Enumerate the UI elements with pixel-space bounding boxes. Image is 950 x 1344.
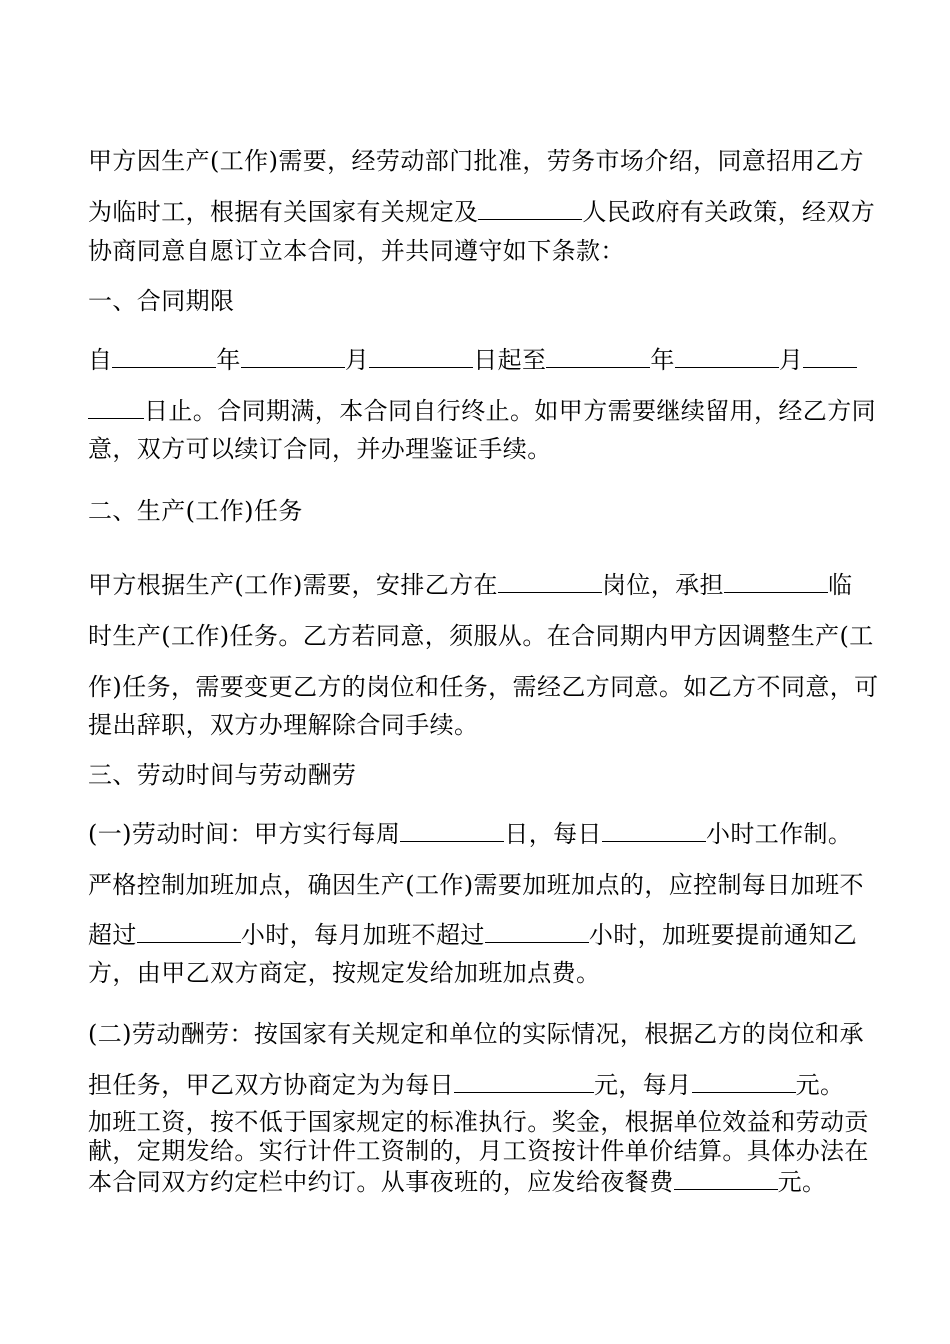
heading-text: 三、劳动时间与劳动酬劳 (88, 761, 357, 789)
pay-line-2 (88, 1070, 844, 1100)
heading-text: 一、合同期限 (88, 287, 235, 315)
blank-end-day-part1[interactable] (803, 345, 857, 368)
blank-daily-wage[interactable] (454, 1070, 594, 1093)
text: 甲方因生产(工作)需要，经劳动部门批准，劳务市场介绍，同意招用乙方 (88, 147, 864, 175)
intro-line-1 (88, 146, 864, 176)
text: 日起至 (473, 346, 547, 374)
text: 小时，加班要提前通知乙 (588, 921, 858, 949)
blank-start-year[interactable] (112, 345, 216, 368)
text: (一)劳动时间：甲方实行每周 (88, 820, 401, 848)
blank-monthly-wage[interactable] (692, 1070, 796, 1093)
hours-line-4 (88, 958, 600, 988)
blank-daily-overtime[interactable] (137, 920, 241, 943)
pay-line-5 (88, 1167, 826, 1197)
task-line-2 (88, 621, 874, 651)
blank-monthly-overtime[interactable] (485, 920, 589, 943)
text: 自 (88, 346, 113, 374)
blank-task[interactable] (724, 570, 828, 593)
blank-end-year[interactable] (546, 345, 650, 368)
text: 岗位，承担 (601, 571, 724, 599)
blank-start-month[interactable] (241, 345, 345, 368)
text: 加班工资，按不低于国家规定的标准执行。奖金，根据单位效益和劳动贡 (88, 1108, 869, 1136)
term-line-2 (88, 396, 876, 426)
text: 担任务，甲乙双方协商定为为每日 (88, 1071, 454, 1099)
heading-text: 二、生产(工作)任务 (88, 497, 303, 525)
task-line-1 (88, 570, 852, 600)
text: 年 (216, 346, 241, 374)
text: 日止。合同期满，本合同自行终止。如甲方需要继续留用，经乙方同 (144, 397, 876, 425)
blank-field[interactable] (478, 197, 582, 220)
text: 本合同双方约定栏中约订。从事夜班的，应发给夜餐费 (88, 1168, 674, 1196)
hours-line-3 (88, 920, 857, 950)
hours-line-2 (88, 870, 864, 900)
section-heading-term (88, 286, 234, 316)
text: 元，每月 (594, 1071, 692, 1099)
blank-hours-per-day[interactable] (602, 819, 706, 842)
text: 月 (344, 346, 370, 374)
text: 元。 (795, 1071, 845, 1099)
blank-position[interactable] (498, 570, 602, 593)
text: 小时工作制。 (705, 820, 853, 848)
text: 甲方根据生产(工作)需要，安排乙方在 (88, 571, 498, 599)
pay-line-3 (88, 1107, 869, 1137)
text: 提出辞职，双方办理解除合同手续。 (88, 711, 479, 739)
text: 临 (827, 571, 853, 599)
blank-end-day-part2[interactable] (88, 396, 144, 419)
text: 元。 (777, 1168, 827, 1196)
section-heading-hours-pay (88, 760, 356, 790)
task-line-4 (88, 710, 478, 740)
text: 小时，每月加班不超过 (240, 921, 485, 949)
intro-line-3 (88, 236, 625, 266)
text: 为临时工，根据有关国家有关规定及 (88, 198, 479, 226)
text: 作)任务，需要变更乙方的岗位和任务，需经乙方同意。如乙方不同意，可 (88, 673, 879, 701)
term-line-1 (88, 345, 857, 375)
hours-line-1 (88, 819, 852, 849)
text: 年 (650, 346, 675, 374)
text: 意，双方可以续订合同，并办理鉴证手续。 (88, 435, 552, 463)
blank-start-day[interactable] (369, 345, 473, 368)
text: 月 (778, 346, 804, 374)
text: 方，由甲乙双方商定，按规定发给加班加点费。 (88, 959, 601, 987)
text: 协商同意自愿订立本合同，并共同遵守如下条款： (88, 237, 625, 265)
blank-end-month[interactable] (675, 345, 779, 368)
text: 日，每日 (504, 820, 602, 848)
text: 时生产(工作)任务。乙方若同意，须服从。在合同期内甲方因调整生产(工 (88, 622, 874, 650)
text: 超过 (88, 921, 137, 949)
pay-line-4 (88, 1136, 869, 1166)
task-line-3 (88, 672, 879, 702)
blank-days-per-week[interactable] (400, 819, 504, 842)
text: (二)劳动酬劳：按国家有关规定和单位的实际情况，根据乙方的岗位和承 (88, 1020, 864, 1048)
section-heading-task (88, 496, 303, 526)
text: 严格控制加班加点，确因生产(工作)需要加班加点的，应控制每日加班不 (88, 871, 864, 899)
text: 人民政府有关政策，经双方 (582, 198, 876, 226)
text: 献，定期发给。实行计件工资制的，月工资按计件单价结算。具体办法在 (88, 1137, 869, 1165)
term-line-3 (88, 434, 552, 464)
intro-line-2 (88, 197, 875, 227)
pay-line-1 (88, 1019, 864, 1049)
blank-night-meal-fee[interactable] (674, 1167, 778, 1190)
